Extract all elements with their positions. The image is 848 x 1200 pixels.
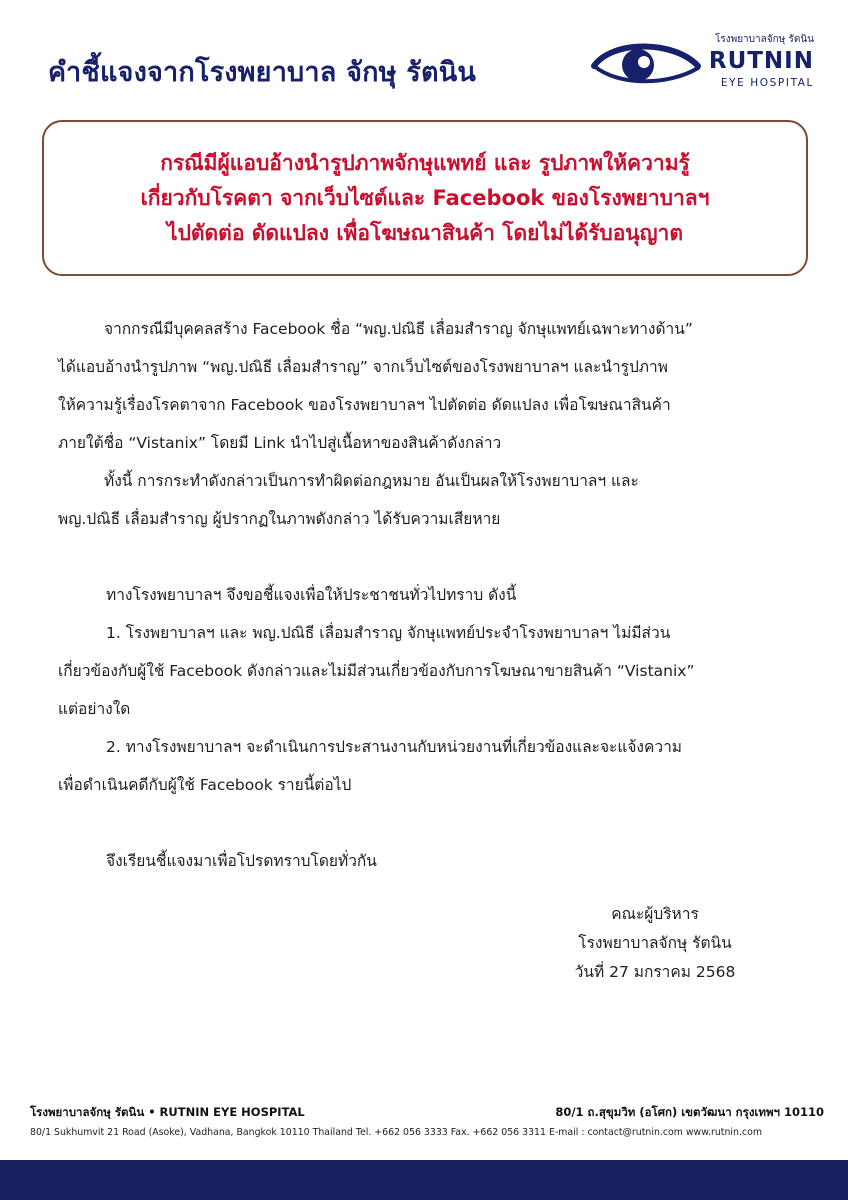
notice-line: ไปตัดต่อ ดัดแปลง เพื่อโฆษณาสินค้า โดยไม่ได้รับอนุญาต: [167, 220, 683, 245]
signature-line: คณะผู้บริหาร: [611, 905, 699, 923]
footer-bar: [0, 1160, 848, 1200]
list-item-line: 1. โรงพยาบาลฯ และ พญ.ปณิธี เลื่อมสำราญ จักษุแพทย์ประจำโรงพยาบาลฯ ไม่มีส่วน: [106, 624, 671, 642]
spacer: [58, 804, 798, 842]
paragraph-line: ภายใต้ชื่อ “Vistanix” โดยมี Link นำไปสู่เนื้อหาของสินค้าดังกล่าว: [58, 434, 502, 452]
list-item-line: 2. ทางโรงพยาบาลฯ จะดำเนินการประสานงานกับหน่วยงานที่เกี่ยวข้องและจะแจ้งความ: [106, 738, 682, 756]
paragraph-line: ทั้งนี้ การกระทำดังกล่าวเป็นการทำผิดต่อกฎหมาย อันเป็นผลให้โรงพยาบาลฯ และ: [104, 472, 639, 490]
notice-line: กรณีมีผู้แอบอ้างนำรูปภาพจักษุแพทย์ และ รูปภาพให้ความรู้: [160, 150, 690, 175]
notice-line: เกี่ยวกับโรคตา จากเว็บไซต์และ Facebook ของโรงพยาบาลฯ: [140, 185, 710, 210]
eye-logo-icon: [590, 38, 702, 90]
footer-contact: 80/1 Sukhumvit 21 Road (Asoke), Vadhana, Bangkok 10110 Thailand Tel. +662 056 3333 Fax. +662 056 3311 E-mail : contact@rutnin.com www.rutnin.com: [30, 1127, 762, 1138]
footer-address-thai: 80/1 ถ.สุขุมวิท (อโศก) เขตวัฒนา กรุงเทพฯ 10110: [555, 1105, 824, 1119]
paragraph-line: จากกรณีมีบุคคลสร้าง Facebook ชื่อ “พญ.ปณิธี เลื่อมสำราญ จักษุแพทย์เฉพาะทางด้าน”: [104, 320, 693, 338]
page-title: คำชี้แจงจากโรงพยาบาล จักษุ รัตนิน: [48, 57, 477, 88]
clarification-intro: ทางโรงพยาบาลฯ จึงขอชี้แจงเพื่อให้ประชาชนทั่วไปทราบ ดังนี้: [106, 586, 517, 604]
logo-subtitle: EYE HOSPITAL: [720, 77, 814, 89]
paragraph-line: พญ.ปณิธี เลื่อมสำราญ ผู้ปรากฏในภาพดังกล่าว ได้รับความเสียหาย: [58, 510, 501, 528]
closing-line: จึงเรียนชี้แจงมาเพื่อโปรดทราบโดยทั่วกัน: [106, 852, 377, 870]
list-item-line: เกี่ยวข้องกับผู้ใช้ Facebook ดังกล่าวและไม่มีส่วนเกี่ยวข้องกับการโฆษณาขายสินค้า “Vistanix”: [58, 662, 695, 680]
logo-name: RUTNIN: [708, 48, 814, 74]
spacer: [58, 538, 798, 576]
signature-date: วันที่ 27 มกราคม 2568: [574, 963, 736, 981]
paragraph-line: ได้แอบอ้างนำรูปภาพ “พญ.ปณิธี เลื่อมสำราญ” จากเว็บไซต์ของโรงพยาบาลฯ และนำรูปภาพ: [58, 358, 668, 376]
signature-block: [560, 900, 750, 987]
logo-thai-name: โรงพยาบาลจักษุ รัตนิน: [714, 34, 814, 45]
list-item-line: แต่อย่างใด: [58, 700, 131, 718]
hospital-logo: [590, 32, 820, 94]
paragraph-line: ให้ความรู้เรื่องโรคตาจาก Facebook ของโรงพยาบาลฯ ไปตัดต่อ ดัดแปลง เพื่อโฆษณาสินค้า: [58, 396, 671, 414]
signature-line: โรงพยาบาลจักษุ รัตนิน: [578, 934, 732, 952]
body-text: [58, 310, 798, 880]
notice-box: [42, 120, 808, 276]
footer-hospital-name: โรงพยาบาลจักษุ รัตนิน • RUTNIN EYE HOSPITAL: [30, 1105, 305, 1119]
list-item-line: เพื่อดำเนินคดีกับผู้ใช้ Facebook รายนี้ต่อไป: [58, 776, 352, 794]
